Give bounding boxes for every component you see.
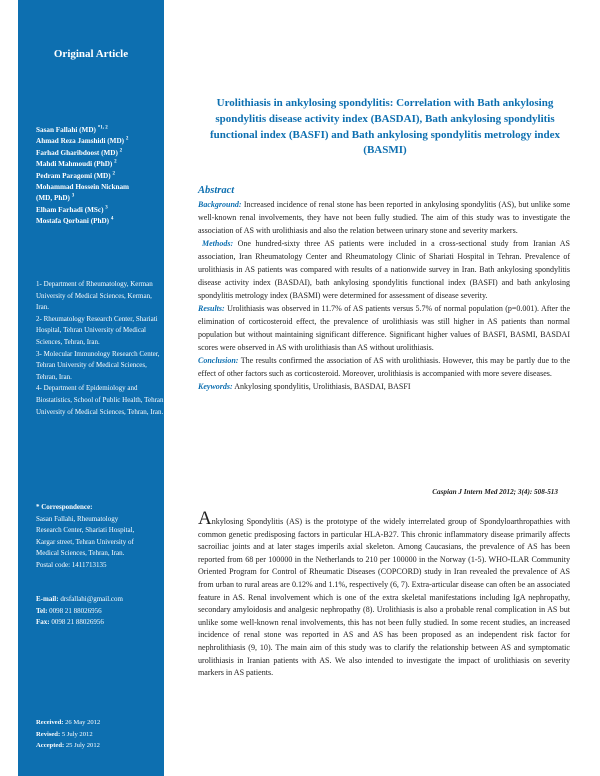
- author: Sasan Fallahi (MD) $^{*1, 2}$: [36, 125, 108, 134]
- article-title: Urolithiasis in ankylosing spondylitis: Correlation with Bath ankylosing spondylitis disease activity index (BASDAI), Bath ankylosing spondylitis functional index (BASFI) and Bath ankylosing spondylitis metrology index (BASMI): [209, 97, 561, 157]
- author-list: [36, 125, 164, 228]
- introduction-text: [198, 508, 570, 680]
- affiliations: [36, 279, 164, 418]
- correspondence-line: Sasan Fallahi, Rheumatology: [36, 514, 119, 523]
- correspondence-line: Kargar street, Tehran University of: [36, 537, 134, 546]
- journal-citation: Caspian J Intern Med 2012; 3(4): 508-513: [432, 488, 558, 496]
- correspondence-heading: * Correspondence:: [36, 503, 93, 511]
- contact-info: [36, 594, 164, 629]
- affiliation: 3- Molecular Immunology Research Center, Tehran University of Medical Sciences, Tehran, Iran.: [36, 349, 160, 381]
- author: Mahdi Mahmoudi (PhD) $^2$: [36, 159, 117, 169]
- article-type: Original Article: [53, 48, 129, 60]
- submission-dates: [36, 717, 164, 752]
- fax-line: Fax: 0098 21 88026956: [36, 618, 104, 627]
- author: Mohammad Hossein Nicknam: [36, 183, 130, 192]
- author: Farhad Gharibdoost (MD) $^2$: [36, 148, 123, 157]
- author: Mostafa Qorbani (PhD) $^4$: [36, 216, 114, 226]
- affiliation: 2- Rheumatology Research Center, Shariati Hospital, Tehran University of Medical Sciences, Tehran, Iran.: [36, 314, 158, 346]
- correspondence-line: Research Center, Shariati Hospital,: [36, 526, 135, 535]
- author: Ahmad Reza Jamshidi (MD) $^2$: [36, 137, 129, 146]
- abstract-methods: Methods: One hundred-sixty three AS patients were included in a cross-sectional study from Iranian AS association, Iran Rheumatology Center and Rheumatology Clinic of Shariati Hospital in Tehran. Prevalence of urolithiasis in AS patients was compared with results of a nationwide survey in Iran. Bath ankylosing spondylitis disease activity index (BASDAI), bath ankylosing spondylitis functional index (BASFI) and bath ankylosing spondylitis metrology index (BASMI) were determined for assessment of disease severity.: [198, 239, 570, 300]
- abstract-results: Results: Urolithiasis was observed in 11.7% of AS patients versus 5.7% of normal population (p=0.001). After the elimination of corticosteroid effect, the prevalence of urolithiasis was still higher in AS patients than normal population but without maintaining significant difference. Significant higher values of BASFI, BASMI, BASDAI scores were observed in AS with urolithiasis than AS without urolithiasis.: [198, 304, 571, 352]
- accepted-date: Accepted: 25 July 2012: [36, 742, 100, 750]
- correspondence: [36, 502, 164, 572]
- email-link[interactable]: drsfallahi@gmail.com: [60, 595, 123, 603]
- abstract-background: Background: Increased incidence of renal stone has been reported in ankylosing spondylitis (AS), but unlike some well-known renal involvements, they have not been fully studied. The aim of this study was to investigate the association of AS with urolithiasis and also the relation between urinary stone and severity markers.: [198, 200, 571, 235]
- author: Pedram Paragomi (MD) $^2$: [36, 171, 115, 180]
- correspondence-line: Postal code: 1411713135: [36, 560, 107, 569]
- email-line: E-mail: drsfallahi@gmail.com: [36, 595, 123, 603]
- introduction-paragraph: nkylosing Spondylitis (AS) is the prototype of the widely interrelated group of Spondyloarthropathies with common genetic predisposing factors in particular HLA-B27. This chronic inflammatory disease primarily affects sacroiliac joints and at later stages imperils axial skeleton. Among Caucasians, the prevalence of AS has been reported from 68 per 100000 in the Netherlands to 210 per 100000 in the Norway (1-5). WHO-ILAR Community Oriented Program for Control of Rheumatic Diseases (COPCORD) study in Iran revealed the prevalence of AS from urban to rural areas are 0.12% and 1.1%, respectively (6, 7). Extra-articular disease can often be an associated feature in AS. Renal involvement which is one of the extra skeletal manifestations including IgA nephropathy, secondary amyloidosis and analgesic nephropathy (8). Urolithiasis is also a probable renal complication in AS but unlike some well-known renal involvements, this has not been fully studied. In some recent studies, an increased incidence of renal stone was reported in AS and AS has been proposed as an independent risk factor for nephrolithiasis (9, 10). The main aim of this study was to clarify the relationship between AS and symptomatic urolithiasis in Iranian patients with AS. We also intended to investigate the impact of urolithiasis on severity markers in AS patients.: [198, 517, 570, 678]
- received-date: Received: 26 May 2012: [36, 719, 101, 726]
- author: Elham Farhadi (MSc) $^3$: [36, 205, 108, 214]
- drop-cap: A: [198, 508, 212, 529]
- tel-line: Tel: 0098 21 88026956: [36, 606, 102, 615]
- abstract-conclusion: Conclusion: The results confirmed the association of AS with urolithiasis. However, this may be partly due to the effect of other factors such as corticosteroid. Moreover, urolithiasis is accompanied with more severe diseases.: [198, 356, 571, 378]
- correspondence-line: Medical Sciences, Tehran, Iran.: [36, 549, 125, 558]
- revised-date: Revised: 5 July 2012: [36, 730, 93, 738]
- abstract-keywords: Keywords: Ankylosing spondylitis, Urolithiasis, BASDAI, BASFI: [198, 382, 411, 391]
- affiliation: 1- Department of Rheumatology, Kerman University of Medical Sciences, Kerman, Iran.: [36, 280, 153, 312]
- sidebar: [18, 0, 164, 776]
- abstract: [198, 184, 570, 393]
- affiliation: 4- Department of Epidemiology and Biostatistics, School of Public Health, Tehran University of Medical Sciences, Tehran, Iran.: [36, 384, 164, 416]
- abstract-heading: Abstract: [198, 185, 235, 196]
- author: (MD, PhD) $^3$: [36, 194, 75, 203]
